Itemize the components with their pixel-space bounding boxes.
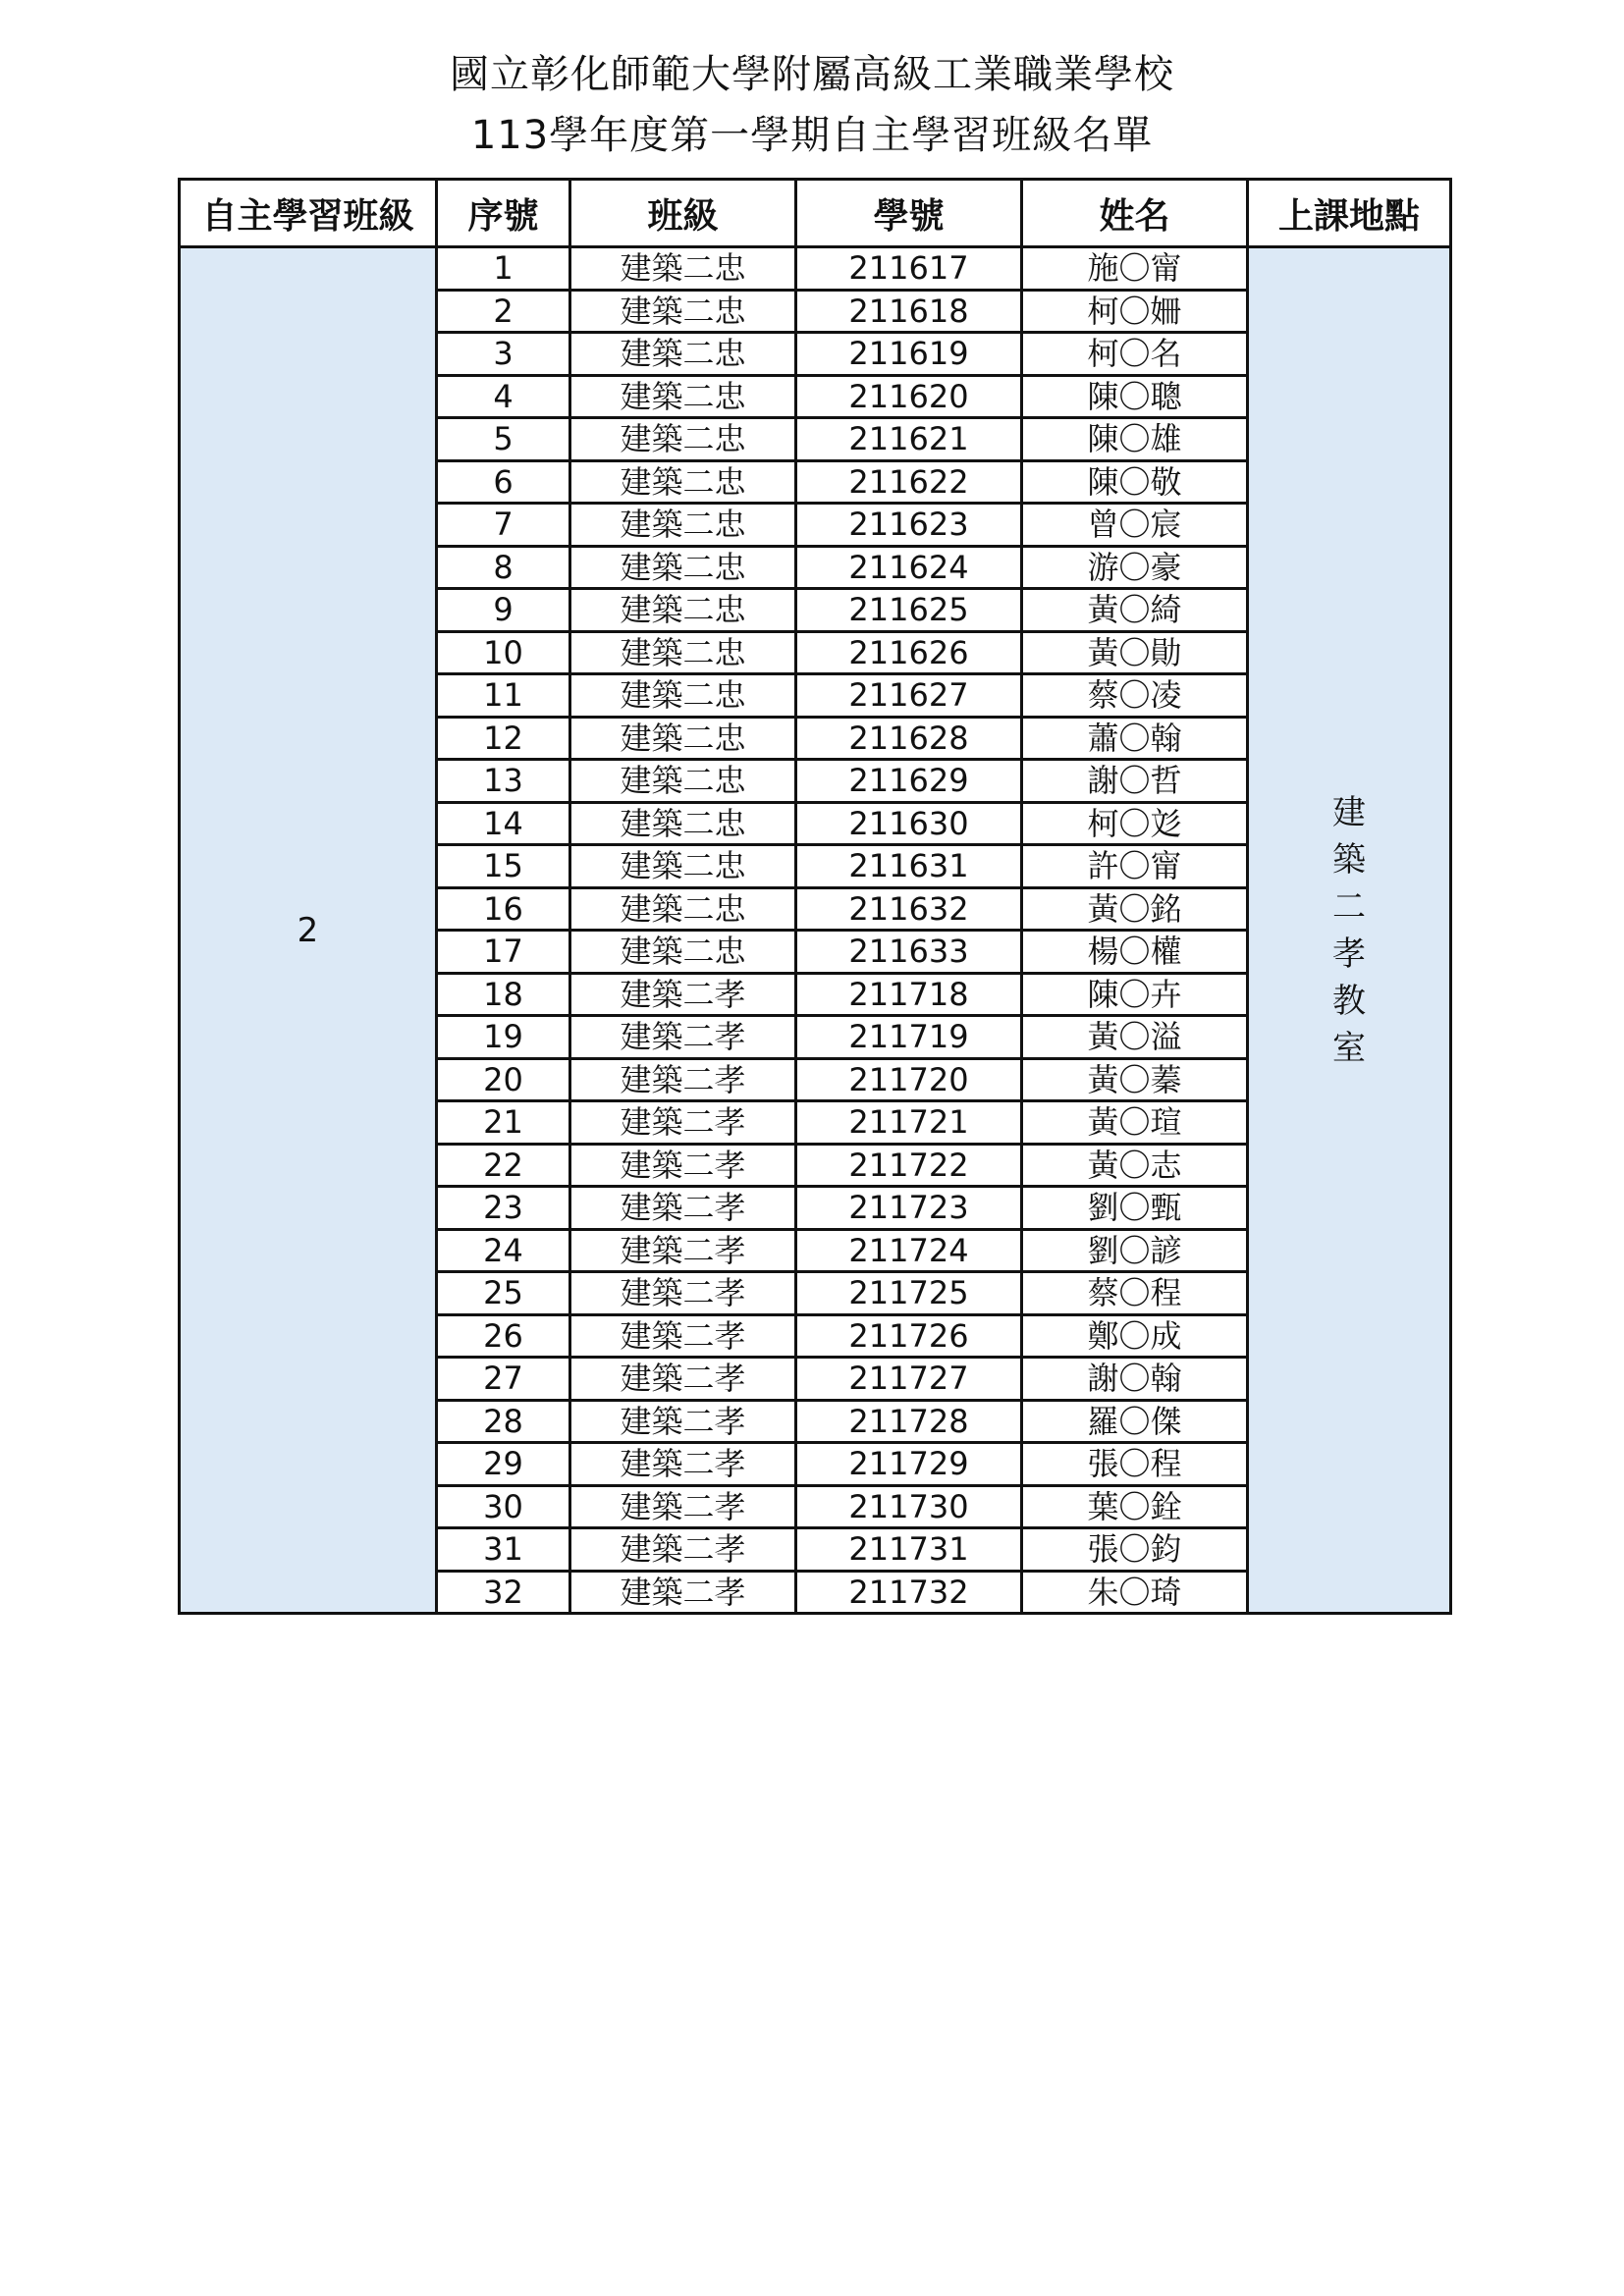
column-header-class: 班級 bbox=[570, 180, 796, 247]
location-char: 孝 bbox=[1332, 934, 1366, 974]
class-cell: 建築二忠 bbox=[570, 631, 796, 674]
seq-cell: 9 bbox=[437, 589, 570, 632]
class-cell: 建築二孝 bbox=[570, 1058, 796, 1101]
name-cell: 蕭〇翰 bbox=[1022, 717, 1248, 760]
class-cell: 建築二忠 bbox=[570, 674, 796, 718]
name-cell: 柯〇姍 bbox=[1022, 290, 1248, 333]
name-cell: 楊〇權 bbox=[1022, 931, 1248, 974]
seq-cell: 19 bbox=[437, 1016, 570, 1059]
group-number-cell: 2 bbox=[180, 247, 437, 1614]
name-cell: 黃〇志 bbox=[1022, 1144, 1248, 1187]
name-cell: 蔡〇程 bbox=[1022, 1272, 1248, 1315]
seq-cell: 11 bbox=[437, 674, 570, 718]
student-id-cell: 211632 bbox=[796, 887, 1022, 931]
table-header-row bbox=[180, 180, 1451, 247]
name-cell: 劉〇甄 bbox=[1022, 1187, 1248, 1230]
name-cell: 鄭〇成 bbox=[1022, 1314, 1248, 1358]
class-cell: 建築二孝 bbox=[570, 1443, 796, 1486]
name-cell: 柯〇彣 bbox=[1022, 802, 1248, 845]
student-id-cell: 211721 bbox=[796, 1101, 1022, 1145]
table-row bbox=[180, 247, 1451, 291]
class-cell: 建築二孝 bbox=[570, 1272, 796, 1315]
class-cell: 建築二孝 bbox=[570, 1187, 796, 1230]
student-id-cell: 211722 bbox=[796, 1144, 1022, 1187]
student-id-cell: 211719 bbox=[796, 1016, 1022, 1059]
column-header-group: 自主學習班級 bbox=[180, 180, 437, 247]
student-id-cell: 211621 bbox=[796, 418, 1022, 461]
column-header-location: 上課地點 bbox=[1248, 180, 1451, 247]
name-cell: 黃〇勛 bbox=[1022, 631, 1248, 674]
name-cell: 葉〇銓 bbox=[1022, 1485, 1248, 1528]
name-cell: 陳〇敬 bbox=[1022, 460, 1248, 504]
seq-cell: 29 bbox=[437, 1443, 570, 1486]
student-id-cell: 211620 bbox=[796, 375, 1022, 418]
table-body bbox=[180, 247, 1451, 1614]
student-id-cell: 211731 bbox=[796, 1528, 1022, 1572]
location-char: 二 bbox=[1332, 886, 1366, 927]
name-cell: 陳〇雄 bbox=[1022, 418, 1248, 461]
name-cell: 羅〇傑 bbox=[1022, 1400, 1248, 1443]
seq-cell: 27 bbox=[437, 1358, 570, 1401]
seq-cell: 6 bbox=[437, 460, 570, 504]
student-id-cell: 211631 bbox=[796, 845, 1022, 888]
student-id-cell: 211627 bbox=[796, 674, 1022, 718]
seq-cell: 22 bbox=[437, 1144, 570, 1187]
class-cell: 建築二孝 bbox=[570, 1016, 796, 1059]
class-cell: 建築二孝 bbox=[570, 1101, 796, 1145]
seq-cell: 25 bbox=[437, 1272, 570, 1315]
student-list-table bbox=[178, 178, 1452, 1615]
location-char: 教 bbox=[1332, 981, 1366, 1021]
seq-cell: 15 bbox=[437, 845, 570, 888]
name-cell: 陳〇聰 bbox=[1022, 375, 1248, 418]
column-header-name: 姓名 bbox=[1022, 180, 1248, 247]
class-cell: 建築二孝 bbox=[570, 1229, 796, 1272]
seq-cell: 5 bbox=[437, 418, 570, 461]
class-cell: 建築二忠 bbox=[570, 802, 796, 845]
seq-cell: 10 bbox=[437, 631, 570, 674]
name-cell: 劉〇諺 bbox=[1022, 1229, 1248, 1272]
class-cell: 建築二忠 bbox=[570, 504, 796, 547]
student-id-cell: 211726 bbox=[796, 1314, 1022, 1358]
student-id-cell: 211720 bbox=[796, 1058, 1022, 1101]
class-cell: 建築二孝 bbox=[570, 1485, 796, 1528]
name-cell: 黃〇銘 bbox=[1022, 887, 1248, 931]
student-id-cell: 211629 bbox=[796, 760, 1022, 803]
seq-cell: 21 bbox=[437, 1101, 570, 1145]
name-cell: 柯〇名 bbox=[1022, 333, 1248, 376]
student-id-cell: 211626 bbox=[796, 631, 1022, 674]
seq-cell: 17 bbox=[437, 931, 570, 974]
class-cell: 建築二忠 bbox=[570, 247, 796, 291]
seq-cell: 16 bbox=[437, 887, 570, 931]
seq-cell: 3 bbox=[437, 333, 570, 376]
student-id-cell: 211728 bbox=[796, 1400, 1022, 1443]
student-id-cell: 211725 bbox=[796, 1272, 1022, 1315]
class-cell: 建築二孝 bbox=[570, 1400, 796, 1443]
name-cell: 黃〇溢 bbox=[1022, 1016, 1248, 1059]
class-cell: 建築二孝 bbox=[570, 1571, 796, 1614]
student-id-cell: 211727 bbox=[796, 1358, 1022, 1401]
class-cell: 建築二孝 bbox=[570, 973, 796, 1016]
student-id-cell: 211732 bbox=[796, 1571, 1022, 1614]
student-id-cell: 211623 bbox=[796, 504, 1022, 547]
list-subtitle: 113學年度第一學期自主學習班級名單 bbox=[470, 113, 1154, 158]
class-cell: 建築二孝 bbox=[570, 1358, 796, 1401]
seq-cell: 8 bbox=[437, 546, 570, 589]
class-cell: 建築二忠 bbox=[570, 845, 796, 888]
student-id-cell: 211724 bbox=[796, 1229, 1022, 1272]
name-cell: 許〇甯 bbox=[1022, 845, 1248, 888]
location-char: 室 bbox=[1332, 1028, 1366, 1068]
student-id-cell: 211718 bbox=[796, 973, 1022, 1016]
student-id-cell: 211619 bbox=[796, 333, 1022, 376]
seq-cell: 4 bbox=[437, 375, 570, 418]
student-id-cell: 211729 bbox=[796, 1443, 1022, 1486]
seq-cell: 23 bbox=[437, 1187, 570, 1230]
class-cell: 建築二忠 bbox=[570, 717, 796, 760]
class-cell: 建築二忠 bbox=[570, 290, 796, 333]
location-cell bbox=[1248, 247, 1451, 1614]
class-cell: 建築二忠 bbox=[570, 546, 796, 589]
seq-cell: 1 bbox=[437, 247, 570, 291]
class-cell: 建築二忠 bbox=[570, 375, 796, 418]
seq-cell: 14 bbox=[437, 802, 570, 845]
student-id-cell: 211618 bbox=[796, 290, 1022, 333]
seq-cell: 30 bbox=[437, 1485, 570, 1528]
seq-cell: 7 bbox=[437, 504, 570, 547]
location-char: 建 bbox=[1332, 792, 1366, 832]
student-id-cell: 211633 bbox=[796, 931, 1022, 974]
student-id-cell: 211625 bbox=[796, 589, 1022, 632]
name-cell: 張〇程 bbox=[1022, 1443, 1248, 1486]
seq-cell: 24 bbox=[437, 1229, 570, 1272]
location-char: 築 bbox=[1332, 839, 1366, 880]
name-cell: 蔡〇凌 bbox=[1022, 674, 1248, 718]
name-cell: 張〇鈞 bbox=[1022, 1528, 1248, 1572]
name-cell: 謝〇翰 bbox=[1022, 1358, 1248, 1401]
name-cell: 朱〇琦 bbox=[1022, 1571, 1248, 1614]
class-cell: 建築二孝 bbox=[570, 1314, 796, 1358]
name-cell: 黃〇蓁 bbox=[1022, 1058, 1248, 1101]
class-cell: 建築二忠 bbox=[570, 333, 796, 376]
seq-cell: 12 bbox=[437, 717, 570, 760]
name-cell: 曾〇宸 bbox=[1022, 504, 1248, 547]
student-id-cell: 211624 bbox=[796, 546, 1022, 589]
seq-cell: 20 bbox=[437, 1058, 570, 1101]
student-id-cell: 211617 bbox=[796, 247, 1022, 291]
name-cell: 謝〇哲 bbox=[1022, 760, 1248, 803]
name-cell: 黃〇綺 bbox=[1022, 589, 1248, 632]
name-cell: 陳〇卉 bbox=[1022, 973, 1248, 1016]
student-id-cell: 211630 bbox=[796, 802, 1022, 845]
student-id-cell: 211723 bbox=[796, 1187, 1022, 1230]
name-cell: 游〇豪 bbox=[1022, 546, 1248, 589]
seq-cell: 31 bbox=[437, 1528, 570, 1572]
class-cell: 建築二孝 bbox=[570, 1528, 796, 1572]
name-cell: 黃〇瑄 bbox=[1022, 1101, 1248, 1145]
seq-cell: 2 bbox=[437, 290, 570, 333]
column-header-student-id: 學號 bbox=[796, 180, 1022, 247]
seq-cell: 28 bbox=[437, 1400, 570, 1443]
name-cell: 施〇甯 bbox=[1022, 247, 1248, 291]
seq-cell: 26 bbox=[437, 1314, 570, 1358]
class-cell: 建築二孝 bbox=[570, 1144, 796, 1187]
class-cell: 建築二忠 bbox=[570, 931, 796, 974]
student-id-cell: 211628 bbox=[796, 717, 1022, 760]
student-id-cell: 211730 bbox=[796, 1485, 1022, 1528]
column-header-seq: 序號 bbox=[437, 180, 570, 247]
class-cell: 建築二忠 bbox=[570, 887, 796, 931]
class-cell: 建築二忠 bbox=[570, 418, 796, 461]
class-cell: 建築二忠 bbox=[570, 760, 796, 803]
seq-cell: 13 bbox=[437, 760, 570, 803]
seq-cell: 18 bbox=[437, 973, 570, 1016]
class-cell: 建築二忠 bbox=[570, 589, 796, 632]
seq-cell: 32 bbox=[437, 1571, 570, 1614]
class-cell: 建築二忠 bbox=[570, 460, 796, 504]
school-title: 國立彰化師範大學附屬高級工業職業學校 bbox=[450, 52, 1174, 97]
student-id-cell: 211622 bbox=[796, 460, 1022, 504]
